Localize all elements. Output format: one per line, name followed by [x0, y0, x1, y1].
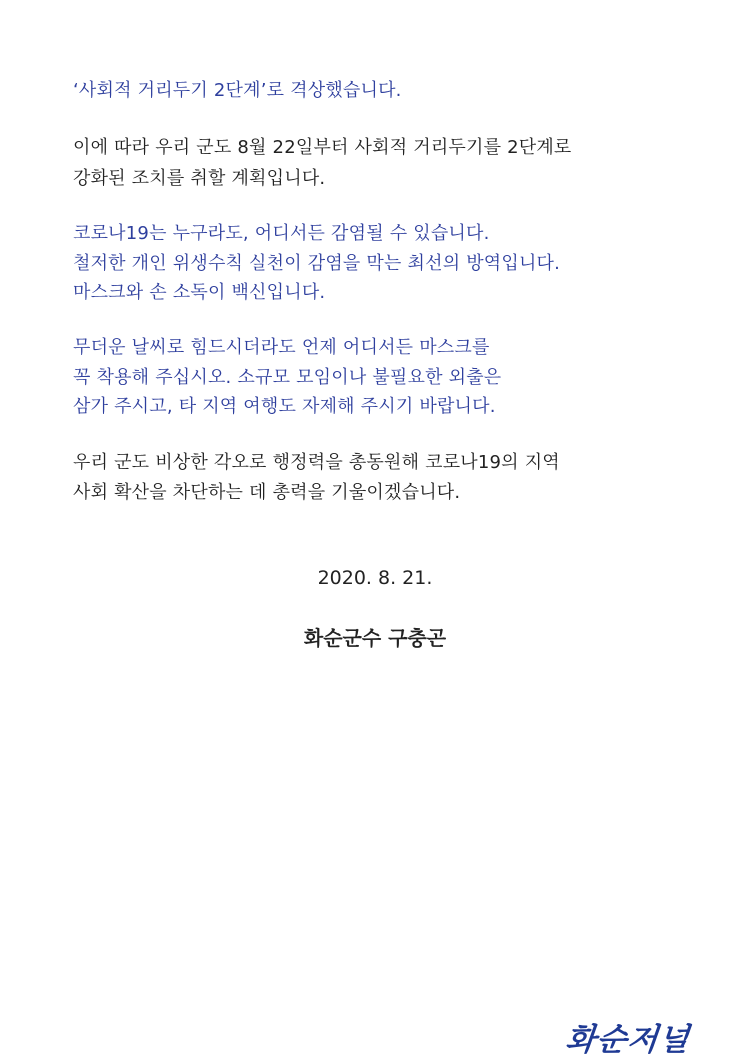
paragraph-2-line-2: 강화된 조치를 취할 계획입니다.	[73, 168, 326, 189]
paragraph-5-line-1: 우리 군도 비상한 각오로 행정력을 총동원해 코로나19의 지역	[73, 452, 560, 473]
paragraph-3-line-1: 코로나19는 누구라도, 어디서든 감염될 수 있습니다.	[73, 223, 490, 244]
paragraph-5-line-2: 사회 확산을 차단하는 데 총력을 기울이겠습니다.	[73, 482, 461, 503]
paragraph-1-line-1: ‘사회적 거리두기 2단계’로 격상했습니다.	[73, 80, 402, 101]
paragraph-2-line-1: 이에 따라 우리 군도 8월 22일부터 사회적 거리두기를 2단계로	[73, 137, 572, 158]
publisher-logo: 화순저널	[563, 1022, 692, 1058]
paragraph-3-line-3: 마스크와 손 소독이 백신입니다.	[73, 282, 326, 303]
signature: 화순군수 구충곤	[303, 626, 447, 650]
document-date: 2020. 8. 21.	[317, 567, 433, 589]
paragraph-4-line-2: 꼭 착용해 주십시오. 소규모 모임이나 불필요한 외출은	[73, 367, 502, 388]
paragraph-3-line-2: 철저한 개인 위생수칙 실천이 감염을 막는 최선의 방역입니다.	[73, 253, 561, 274]
paragraph-4-line-1: 무더운 날씨로 힘드시더라도 언제 어디서든 마스크를	[73, 337, 490, 358]
paragraph-4-line-3: 삼가 주시고, 타 지역 여행도 자제해 주시기 바랍니다.	[73, 396, 496, 417]
